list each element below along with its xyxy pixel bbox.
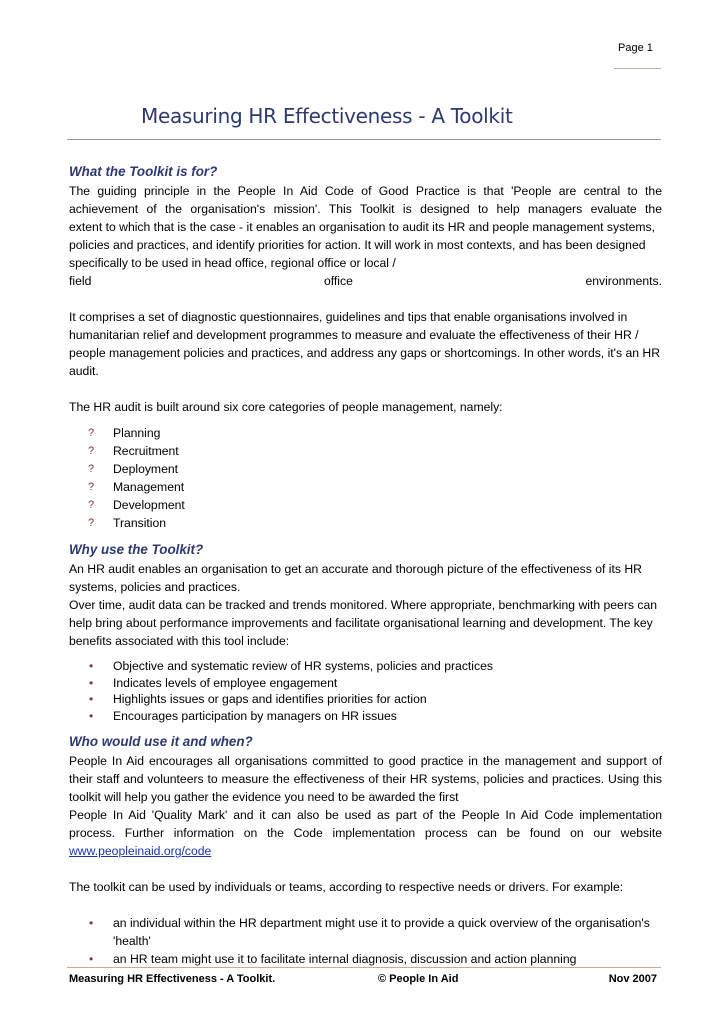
list-item: • an individual within the HR department might use it to provide a quick overview of the organisation's 'health' [89, 916, 650, 948]
footer-title: Measuring HR Effectiveness - A Toolkit. [69, 973, 276, 985]
list-item: • Indicates levels of employee engagement [89, 675, 338, 690]
footer-date: Nov 2007 [608, 973, 657, 985]
paragraph-encourages: People In Aid encourages all organisations committed to good practice in the management and support of their staff and volunteers to measure the effectiveness of their HR systems, policies and practices. Using this toolkit will help you gather the evidence you need to be awarded the first [69, 754, 662, 804]
list-item: • Highlights issues or gaps and identifies priorities for action [89, 692, 427, 706]
list-item: ? Development [88, 498, 185, 512]
title-rule [67, 139, 661, 140]
website-link[interactable]: www.peopleinaid.org/code [69, 844, 212, 858]
footer-rule [67, 967, 661, 968]
list-item: ? Management [88, 480, 185, 494]
section-heading-what: What the Toolkit is for? [69, 164, 218, 179]
list-item: • Objective and systematic review of HR systems, policies and practices [89, 659, 493, 673]
section-heading-why: Why use the Toolkit? [69, 542, 204, 557]
document-body [69, 162, 662, 968]
examples-list [69, 914, 662, 968]
paragraph-six-categories: The HR audit is built around six core categories of people management, namely: [69, 400, 503, 414]
section-heading-who: Who would use it and when? [69, 734, 253, 749]
bullet-icon: • [89, 675, 94, 690]
paragraph-toolkit-usage: The toolkit can be used by individuals or teams, according to respective needs or drivers. For example: [69, 880, 624, 894]
paragraph-extent: extent to which that is the case - it enables an organisation to audit its HR and people management systems, policies and practices, and identify priorities for action. It will work in most contexts, and has been designed specifically to be used in head office, regional office or local / [69, 220, 656, 270]
paragraph-comprises: It comprises a set of diagnostic questionnaires, guidelines and tips that enable organisations involved in humanitarian relief and development programmes to measure and evaluate the effectiveness of their HR / people management policies and practices, and address any gaps or shortcomings. In other words, it's an HR audit. [69, 310, 661, 378]
document-title: Measuring HR Effectiveness - A Toolkit [141, 104, 513, 128]
list-item: ? Deployment [88, 462, 179, 476]
paragraph-quality-mark: People In Aid 'Quality Mark' and it can also be used as part of the People In Aid Code implementation process. Further information on the Code implementation process can be found on our website www.peopleinaid.org/code [69, 808, 662, 858]
page-number-rule [614, 68, 661, 69]
paragraph-over-time: Over time, audit data can be tracked and trends monitored. Where appropriate, benchmarking with peers can help bring about performance improvements and facilitate organisational learning and development. The key benefits associated with this tool include: [69, 598, 658, 648]
list-item: ? Transition [88, 516, 167, 530]
benefits-list [69, 658, 662, 724]
page-number: Page 1 [618, 42, 653, 54]
bullet-icon: • [89, 708, 94, 723]
list-item: • an HR team might use it to facilitate internal diagnosis, discussion and action planning [89, 952, 577, 966]
bullet-icon: • [89, 952, 94, 966]
list-item: • Encourages participation by managers on HR issues [89, 708, 397, 723]
question-mark-icon: ? [88, 517, 95, 529]
question-mark-icon: ? [88, 463, 95, 475]
question-mark-icon: ? [88, 499, 95, 511]
footer-copyright: © People In Aid [378, 973, 459, 985]
paragraph-hr-audit: An HR audit enables an organisation to get an accurate and thorough picture of the effectiveness of its HR systems, policies and practices. [69, 562, 642, 594]
list-item: ? Recruitment [88, 444, 179, 458]
question-mark-icon: ? [88, 481, 95, 493]
paragraph-environments: field office environments. [69, 274, 662, 288]
bullet-icon: • [89, 916, 94, 930]
list-item: ? Planning [88, 426, 161, 440]
question-mark-icon: ? [88, 427, 95, 439]
bullet-icon: • [89, 659, 94, 673]
bullet-icon: • [89, 692, 94, 706]
paragraph-guiding-principle: The guiding principle in the People In Aid Code of Good Practice is that 'People are central to the achievement of the organisation's mission'. This Toolkit is designed to help managers evaluate the [69, 184, 662, 216]
question-mark-icon: ? [88, 445, 95, 457]
category-list [69, 424, 662, 532]
